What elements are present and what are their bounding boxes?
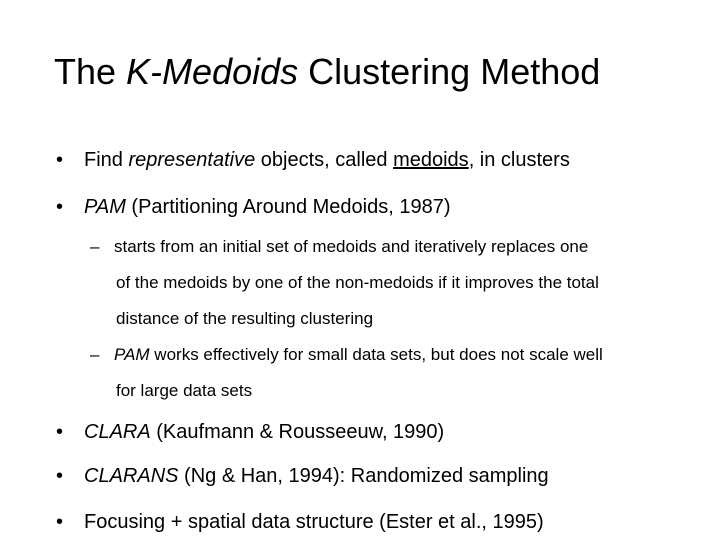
bullet-text: (Ng & Han, 1994): Randomized sampling (178, 465, 549, 487)
bullet-italic: CLARANS (84, 465, 179, 487)
bullet-text: Focusing + spatial data structure (Ester et al., 1995) (84, 511, 544, 533)
bullet-marker: • (56, 421, 64, 443)
title-prefix: The (54, 51, 127, 92)
title-suffix: Clustering Method (298, 51, 601, 92)
bullet-focusing (56, 510, 544, 534)
slide-title (54, 50, 600, 93)
bullet-clarans (56, 464, 549, 488)
bullet-underline: medoids (393, 149, 469, 171)
bullet-pam (56, 195, 451, 219)
bullet-text: (Partitioning Around Medoids, 1987) (125, 196, 451, 218)
dash-marker: – (90, 237, 100, 256)
subbullet-line: of the medoids by one of the non-medoids if it improves the total (116, 273, 599, 292)
bullet-marker: • (56, 196, 64, 218)
bullet-italic: PAM (84, 196, 126, 218)
subbullet-pam-scale (90, 337, 700, 409)
bullet-text: Find (84, 149, 129, 171)
title-italic: K-Medoids (126, 51, 299, 92)
bullet-text: (Kaufmann & Rousseeuw, 1990) (150, 421, 445, 443)
subbullet-text: works effectively for small data sets, but does not scale well (149, 345, 603, 364)
bullet-text: , in clusters (468, 149, 570, 171)
subbullet-pam-steps (90, 229, 700, 337)
bullet-marker: • (56, 465, 64, 487)
subbullet-line (90, 337, 700, 373)
bullet-marker: • (56, 149, 64, 171)
bullet-marker: • (56, 511, 64, 533)
bullet-italic: CLARA (84, 421, 151, 443)
bullet-italic: representative (128, 149, 256, 171)
subbullet-text: starts from an initial set of medoids and iteratively replaces one (114, 237, 589, 256)
subbullet-line (90, 229, 700, 265)
subbullet-line: for large data sets (116, 381, 253, 400)
subbullet-italic: PAM (114, 345, 150, 364)
bullet-clara (56, 420, 444, 444)
dash-marker: – (90, 345, 100, 364)
subbullet-line: distance of the resulting clustering (116, 309, 374, 328)
bullet-find-representative (56, 148, 570, 172)
bullet-text: objects, called (255, 149, 394, 171)
